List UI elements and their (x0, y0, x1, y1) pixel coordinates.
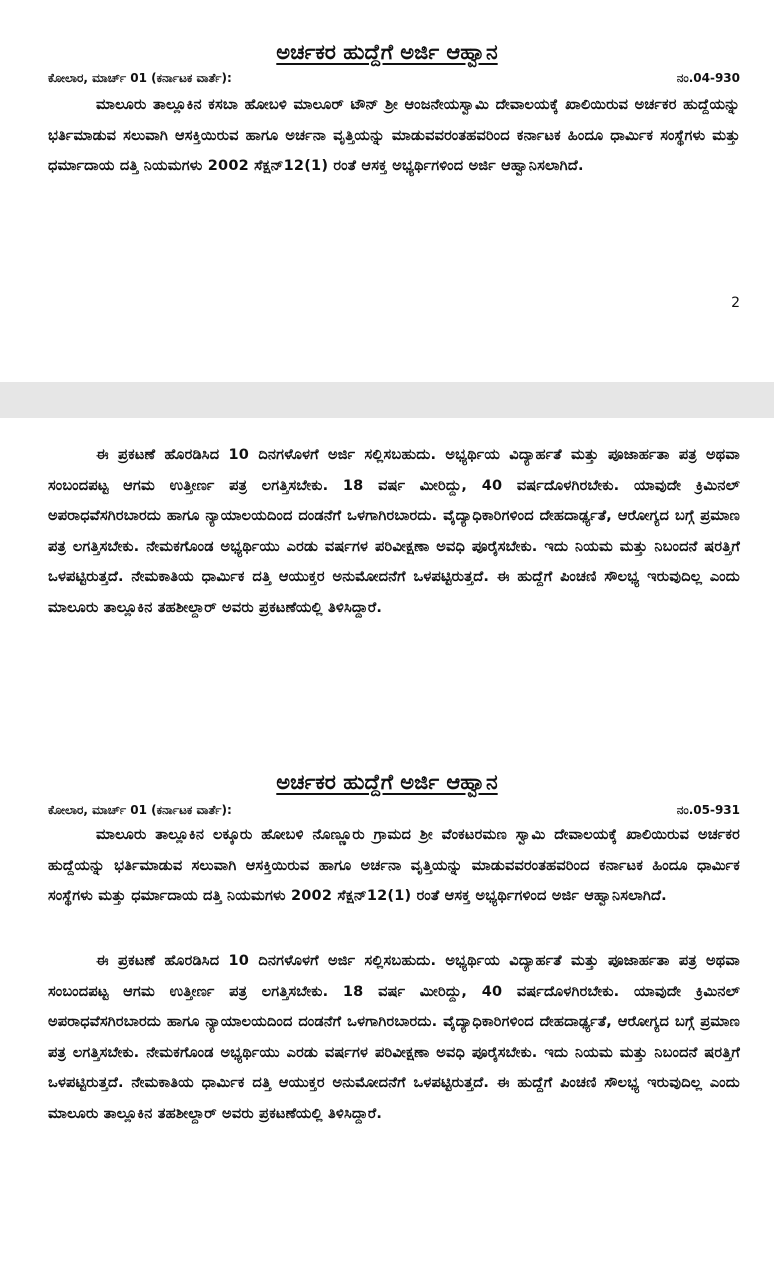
page-number: 2 (731, 295, 740, 311)
notice-2-paragraph-2: ಈ ಪ್ರಕಟಣೆ ಹೊರಡಿಸಿದ 10 ದಿನಗಳೊಳಗೆ ಅರ್ಜಿ ಸಲ್ಲಿಸಬಹುದು. ಅಭ್ಯರ್ಥಿಯ ವಿದ್ಯಾರ್ಹತೆ ಮತ್ತು ಪೂಜಾರ್ಹತಾ ಪತ್ರ ಅಥವಾ ಸಂಬಂದಪಟ್ಟ ಆಗಮ ಉತ್ತೀರ್ಣ ಪತ್ರ ಲಗತ್ತಿಸಬೇಕು. 18 ವರ್ಷ ಮೀರಿದ್ದು, 40 ವರ್ಷದೊಳಗಿರಬೇಕು. ಯಾವುದೇ ಕ್ರಿಮಿನಲ್ ಅಪರಾಧವೆಸಗಿರಬಾರದು ಹಾಗೂ ನ್ಯಾಯಾಲಯದಿಂದ ದಂಡನೆಗೆ ಒಳಗಾಗಿರಬಾರದು. ವೈದ್ಯಾಧಿಕಾರಿಗಳಿಂದ ದೇಹದಾರ್ಢ್ಯತೆ, ಆರೋಗ್ಯದ ಬಗ್ಗೆ ಪ್ರಮಾಣ ಪತ್ರ ಲಗತ್ತಿಸಬೇಕು. ನೇಮಕಗೊಂಡ ಅಭ್ಯರ್ಥಿಯು ಎರಡು ವರ್ಷಗಳ ಪರಿವೀಕ್ಷಣಾ ಅವಧಿ ಪೂರೈಸಬೇಕು. ಇದು ನಿಯಮ ಮತ್ತು ನಿಬಂದನೆ ಷರತ್ತಿಗೆ ಒಳಪಟ್ಟಿರುತ್ತದೆ. ನೇಮಕಾತಿಯ ಧಾರ್ಮಿಕ ದತ್ತಿ ಆಯುಕ್ತರ ಅನುಮೋದನೆಗೆ ಒಳಪಟ್ಟಿರುತ್ತದೆ. ಈ ಹುದ್ದೆಗೆ ಪಿಂಚಣಿ ಸೌಲಭ್ಯ ಇರುವುದಿಲ್ಲ ಎಂದು ಮಾಲೂರು ತಾಲ್ಲೂಕಿನ ತಹಶೀಲ್ದಾರ್ ಅವರು ಪ್ರಕಟಣೆಯಲ್ಲಿ ತಿಳಿಸಿದ್ದಾರೆ. (48, 953, 740, 1122)
notice-1-dateline: ಕೋಲಾರ, ಮಾರ್ಚ್ 01 (ಕರ್ನಾಟಕ ವಾರ್ತೆ): (48, 71, 232, 85)
page-break-separator (0, 382, 774, 418)
notice-2-title: ಅರ್ಚಕರ ಹುದ್ದೆಗೆ ಅರ್ಜಿ ಆಹ್ವಾನ (276, 770, 498, 794)
notice-1-paragraph-1: ಮಾಲೂರು ತಾಲ್ಲೂಕಿನ ಕಸಬಾ ಹೋಬಳಿ ಮಾಲೂರ್ ಟೌನ್ ಶ್ರೀ ಆಂಜನೇಯಸ್ವಾಮಿ ದೇವಾಲಯಕ್ಕೆ ಖಾಲಿಯಿರುವ ಅರ್ಚಕರ ಹುದ್ದೆಯನ್ನು ಭರ್ತಿಮಾಡುವ ಸಲುವಾಗಿ ಆಸಕ್ತಿಯಿರುವ ಹಾಗೂ ಅರ್ಚನಾ ವೃತ್ತಿಯನ್ನು ಮಾಡುವವರಂತಹವರಿಂದ ಕರ್ನಾಟಕ ಹಿಂದೂ ಧಾರ್ಮಿಕ ಸಂಸ್ಥೆಗಳು ಮತ್ತು ಧರ್ಮಾದಾಯ ದತ್ತಿ ನಿಯಮಗಳು 2002 ಸೆಕ್ಷನ್12(1) ರಂತೆ ಆಸಕ್ತ ಅಭ್ಯರ್ಥಿಗಳಿಂದ ಅರ್ಜಿ ಆಹ್ವಾನಿಸಲಾಗಿದೆ. (48, 97, 740, 174)
notice-1-reference-number: ನಂ.04-930 (676, 71, 740, 85)
document-page-2 (0, 418, 774, 1280)
notice-1-paragraph-2: ಈ ಪ್ರಕಟಣೆ ಹೊರಡಿಸಿದ 10 ದಿನಗಳೊಳಗೆ ಅರ್ಜಿ ಸಲ್ಲಿಸಬಹುದು. ಅಭ್ಯರ್ಥಿಯ ವಿದ್ಯಾರ್ಹತೆ ಮತ್ತು ಪೂಜಾರ್ಹತಾ ಪತ್ರ ಅಥವಾ ಸಂಬಂದಪಟ್ಟ ಆಗಮ ಉತ್ತೀರ್ಣ ಪತ್ರ ಲಗತ್ತಿಸಬೇಕು. 18 ವರ್ಷ ಮೀರಿದ್ದು, 40 ವರ್ಷದೊಳಗಿರಬೇಕು. ಯಾವುದೇ ಕ್ರಿಮಿನಲ್ ಅಪರಾಧವೆಸಗಿರಬಾರದು ಹಾಗೂ ನ್ಯಾಯಾಲಯದಿಂದ ದಂಡನೆಗೆ ಒಳಗಾಗಿರಬಾರದು. ವೈದ್ಯಾಧಿಕಾರಿಗಳಿಂದ ದೇಹದಾರ್ಢ್ಯತೆ, ಆರೋಗ್ಯದ ಬಗ್ಗೆ ಪ್ರಮಾಣ ಪತ್ರ ಲಗತ್ತಿಸಬೇಕು. ನೇಮಕಗೊಂಡ ಅಭ್ಯರ್ಥಿಯು ಎರಡು ವರ್ಷಗಳ ಪರಿವೀಕ್ಷಣಾ ಅವಧಿ ಪೂರೈಸಬೇಕು. ಇದು ನಿಯಮ ಮತ್ತು ನಿಬಂದನೆ ಷರತ್ತಿಗೆ ಒಳಪಟ್ಟಿರುತ್ತದೆ. ನೇಮಕಾತಿಯ ಧಾರ್ಮಿಕ ದತ್ತಿ ಆಯುಕ್ತರ ಅನುಮೋದನೆಗೆ ಒಳಪಟ್ಟಿರುತ್ತದೆ. ಈ ಹುದ್ದೆಗೆ ಪಿಂಚಣಿ ಸೌಲಭ್ಯ ಇರುವುದಿಲ್ಲ ಎಂದು ಮಾಲೂರು ತಾಲ್ಲೂಕಿನ ತಹಶೀಲ್ದಾರ್ ಅವರು ಪ್ರಕಟಣೆಯಲ್ಲಿ ತಿಳಿಸಿದ್ದಾರೆ. (48, 447, 740, 616)
notice-2-reference-number: ನಂ.05-931 (676, 803, 740, 817)
notice-2-dateline: ಕೋಲಾರ, ಮಾರ್ಚ್ 01 (ಕರ್ನಾಟಕ ವಾರ್ತೆ): (48, 803, 232, 817)
notice-2-dateline-row (48, 802, 740, 818)
document-page-1 (0, 0, 774, 382)
notice-1-dateline-row (48, 70, 740, 86)
notice-2-paragraph-1: ಮಾಲೂರು ತಾಲ್ಲೂಕಿನ ಲಕ್ಕೂರು ಹೋಬಳಿ ನೊಣ್ಣೂರು ಗ್ರಾಮದ ಶ್ರೀ ವೆಂಕಟರಮಣ ಸ್ವಾಮಿ ದೇವಾಲಯಕ್ಕೆ ಖಾಲಿಯಿರುವ ಅರ್ಚಕರ ಹುದ್ದೆಯನ್ನು ಭರ್ತಿಮಾಡುವ ಸಲುವಾಗಿ ಆಸಕ್ತಿಯಿರುವ ಹಾಗೂ ಅರ್ಚನಾ ವೃತ್ತಿಯನ್ನು ಮಾಡುವವರಂತಹವರಿಂದ ಕರ್ನಾಟಕ ಹಿಂದೂ ಧಾರ್ಮಿಕ ಸಂಸ್ಥೆಗಳು ಮತ್ತು ಧರ್ಮಾದಾಯ ದತ್ತಿ ನಿಯಮಗಳು 2002 ಸೆಕ್ಷನ್12(1) ರಂತೆ ಆಸಕ್ತ ಅಭ್ಯರ್ಥಿಗಳಿಂದ ಅರ್ಜಿ ಆಹ್ವಾನಿಸಲಾಗಿದೆ. (48, 827, 740, 904)
notice-1-title: ಅರ್ಚಕರ ಹುದ್ದೆಗೆ ಅರ್ಜಿ ಆಹ್ವಾನ (276, 40, 498, 64)
